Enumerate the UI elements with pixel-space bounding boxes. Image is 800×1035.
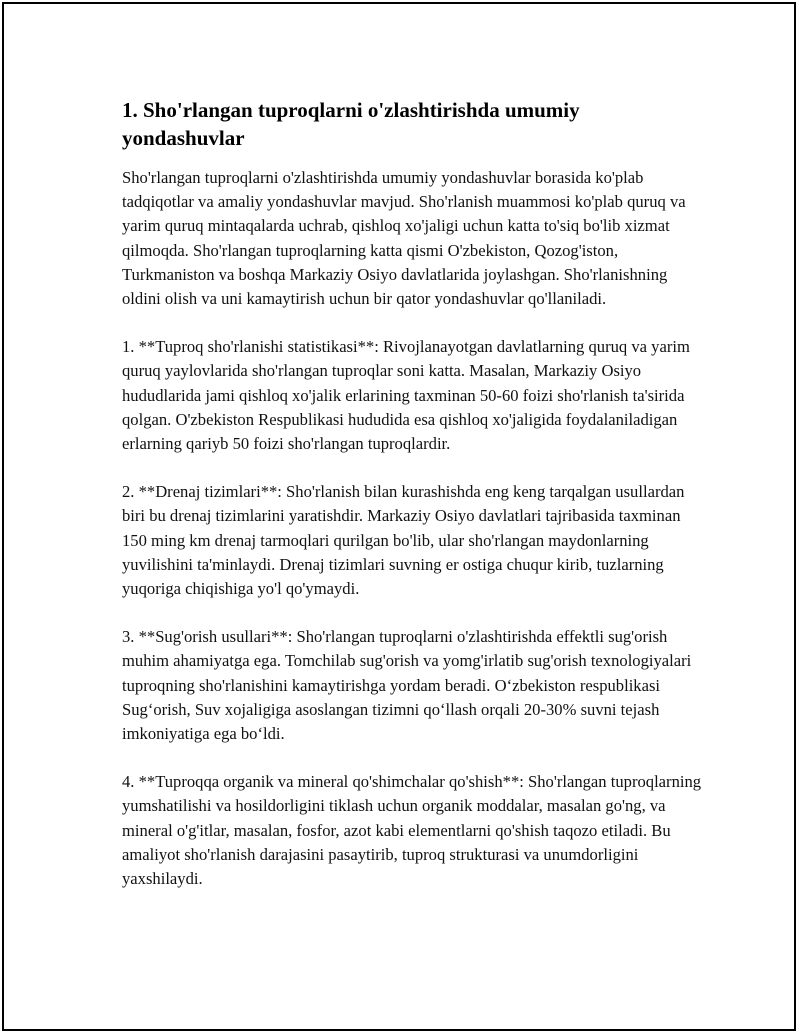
section-heading: 1. Sho'rlangan tuproqlarni o'zlashtirishda umumiy yondashuvlar <box>122 98 580 150</box>
intro-paragraph: Sho'rlangan tuproqlarni o'zlashtirishda umumiy yondashuvlar borasida ko'plab tadqiqotlar va amaliy yondashuvlar mavjud. Sho'rlanish muammosi ko'plab quruq va yarim quruq mintaqalarda uchrab, qishloq xo'jaligi uchun katta to'siq bo'lib xizmat qilmoqda. Sho'rlangan tuproqlarning katta qismi O'zbekiston, Qozog'iston, Turkmaniston va boshqa Markaziy Osiyo davlatlarida joylashgan. Sho'rlanishning oldini olish va uni kamaytirish uchun bir qator yondashuvlar qo'llaniladi. <box>122 168 686 309</box>
document-body <box>122 96 702 915</box>
paragraph-organic-mineral-additives: 4. **Tuproqqa organik va mineral qo'shimchalar qo'shish**: Sho'rlangan tuproqlarning yumshatilishi va hosildorligini tiklash uchun organik moddalar, masalan go'ng, va mineral o'g'itlar, masalan, fosfor, azot kabi elementlarni qo'shish taqozo etiladi. Bu amaliyot sho'rlanish darajasini pasaytirib, tuproq strukturasi va unumdorligini yaxshilaydi. <box>122 772 702 889</box>
paragraph-soil-salinity-statistics: 1. **Tuproq sho'rlanishi statistikasi**: Rivojlanayotgan davlatlarning quruq va yarim quruq yaylovlarida sho'rlangan tuproqlar soni katta. Masalan, Markaziy Osiyo hududlarida jami qishloq xo'jalik erlarining taxminan 50-60 foizi sho'rlanish ta'sirida qolgan. O'zbekiston Respublikasi hududida esa qishloq xo'jaligida foydalaniladigan erlarning qariyb 50 foizi sho'rlangan tuproqlardir. <box>122 337 690 454</box>
paragraph-irrigation-methods: 3. **Sug'orish usullari**: Sho'rlangan tuproqlarni o'zlashtirishda effektli sug'orish muhim ahamiyatga ega. Tomchilab sug'orish va yomg'irlatib sug'orish texnologiyalari tuproqning sho'rlanishini kamaytirishga yordam beradi. O‘zbekiston respublikasi Sug‘orish, Suv xojaligiga asoslangan tizimni qo‘llash orqali 20-30% suvni tejash imkoniyatiga ega bo‘ldi. <box>122 627 692 744</box>
page-frame <box>2 2 796 1031</box>
paragraph-drainage-systems: 2. **Drenaj tizimlari**: Sho'rlanish bilan kurashishda eng keng tarqalgan usullardan biri bu drenaj tizimlarini yaratishdir. Markaziy Osiyo davlatlari tajribasida taxminan 150 ming km drenaj tarmoqlari qurilgan bo'lib, ular sho'rlangan maydonlarning yuvilishini ta'minlaydi. Drenaj tizimlari suvning er ostiga chuqur kirib, tuzlarning yuqoriga chiqishiga yo'l qo'ymaydi. <box>122 482 685 599</box>
